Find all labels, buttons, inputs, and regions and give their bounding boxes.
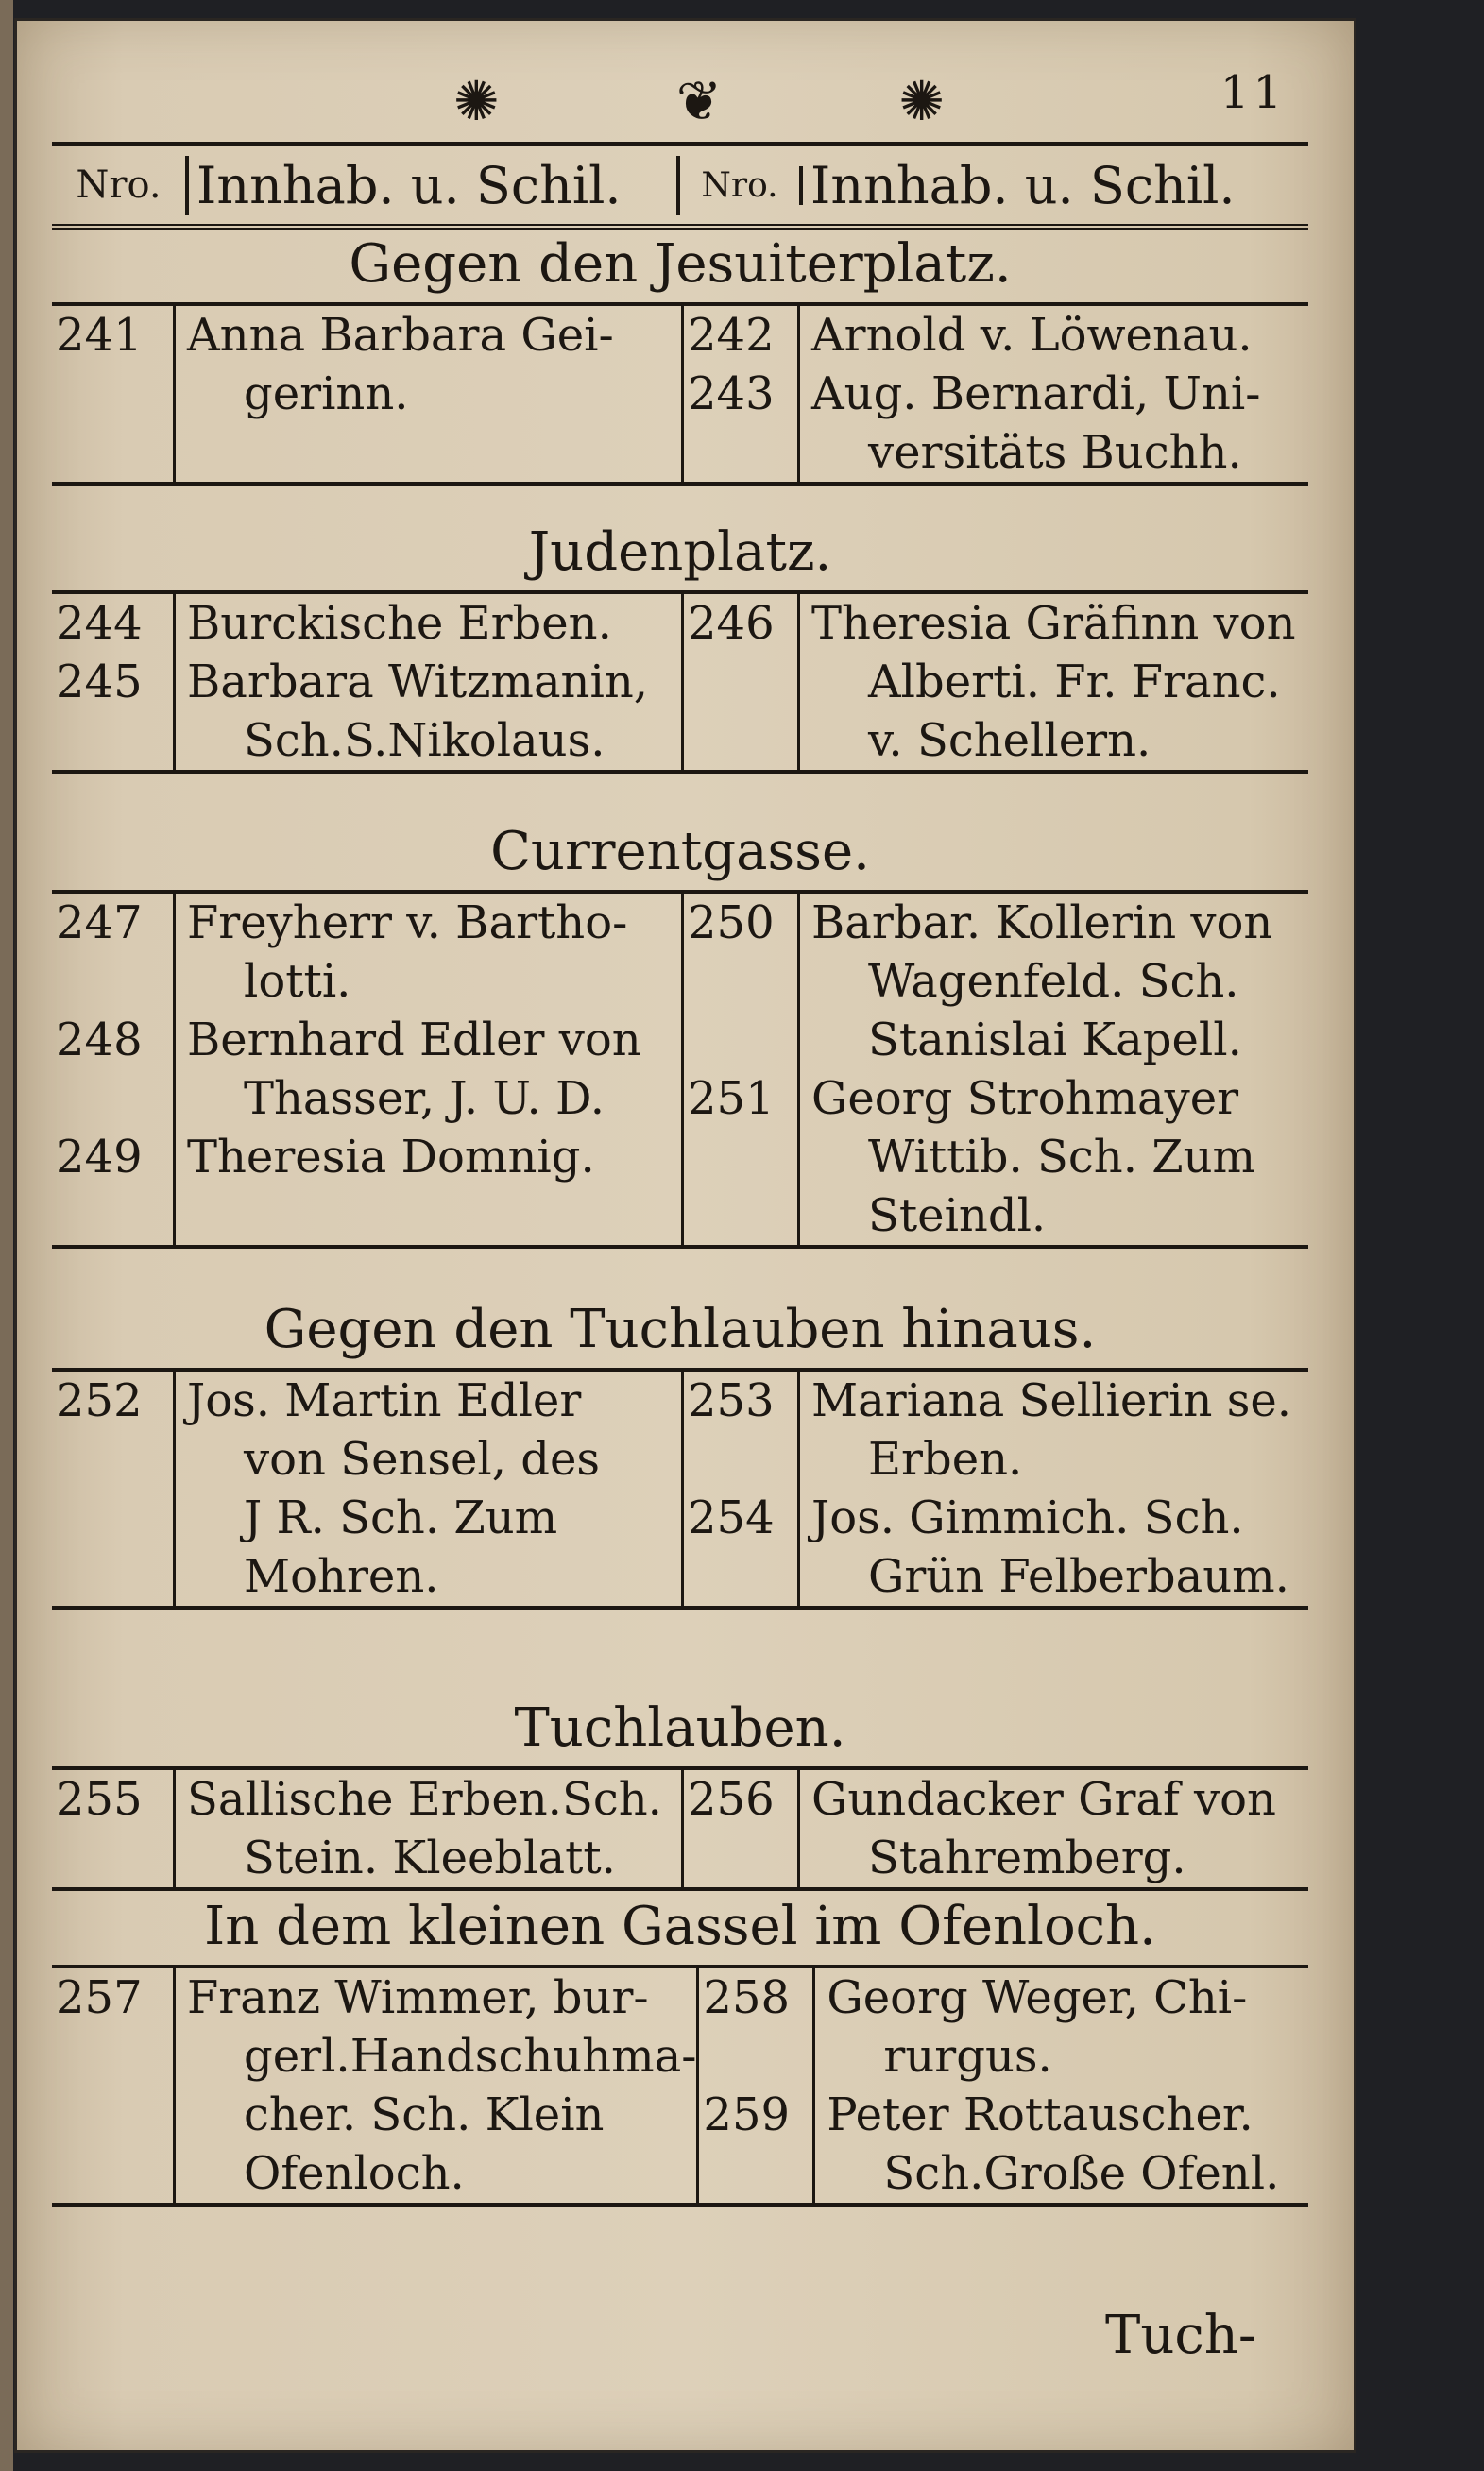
section-title: Gegen den Jesuiterplatz. [349,233,1012,295]
entry-line: Franz Wimmer, bur- [187,1971,649,2024]
section-title: Tuchlauben. [514,1697,846,1759]
header-nro: Nro. [76,163,162,207]
ornament-row [453,68,945,134]
entry-line: Alberti. Fr. Franc. [868,656,1281,708]
entry-number-spacer [688,1430,797,1489]
entry-line: Georg Strohmayer [811,1072,1239,1125]
entry-line: Peter Rottauscher. [827,2088,1254,2141]
section-title: Currentgasse. [490,821,870,882]
section-rule [52,1245,1308,1249]
entry-line: Jos. Martin Edler [187,1374,582,1427]
entry-number-spacer [688,1829,797,1887]
name-column [812,1968,1308,2203]
name-column [797,1770,1308,1887]
entry-number: 243 [688,367,775,420]
entry-line: Arnold v. Löwenau. [811,309,1253,362]
entry-line: gerl.Handschuhma- [244,2030,697,2083]
entry-line: Thasser, J. U. D. [244,1072,606,1125]
section [52,1691,1308,1891]
entry-line: J R. Sch. Zum [244,1491,558,1544]
entry-line: Ofenloch. [244,2147,465,2200]
entry-line: lotti. [244,955,351,1008]
header-nro-2: Nro. [680,166,803,205]
number-column [52,1968,173,2203]
entry-number-spacer [56,952,173,1011]
entry-line: Barbar. Kollerin von [811,896,1273,949]
section-rule [52,482,1308,486]
name-column [173,594,684,770]
entry-line: versitäts Buchh. [868,426,1242,479]
section [52,227,1308,486]
number-column [684,594,797,770]
number-column [684,894,797,1245]
section-rule [52,770,1308,774]
name-column [797,306,1308,482]
name-column [797,594,1308,770]
section-rule [52,2203,1308,2207]
entry-line: Georg Weger, Chi- [827,1971,1248,2024]
entry-line: Burckische Erben. [187,597,612,650]
entry-grid [52,1766,1308,1887]
entry-number-spacer [56,365,173,423]
entry-line: Sallische Erben.Sch. [187,1773,662,1826]
section-title: In dem kleinen Gassel im Ofenloch. [204,1896,1156,1957]
entry-line: Jos. Gimmich. Sch. [811,1491,1244,1544]
entry-grid [52,890,1308,1245]
entry-number-spacer [688,1186,797,1245]
flower-ornament-icon: ✺ [453,69,500,133]
number-column [52,1770,173,1887]
entry-line: Stanislai Kapell. [868,1014,1242,1066]
leaf-ornament-icon: ❦ [675,69,723,133]
entry-line: v. Schellern. [868,714,1151,767]
number-column [52,1372,173,1606]
entry-number-spacer [688,1547,797,1606]
name-column [173,306,684,482]
number-column [699,1968,812,2203]
entry-number-spacer [688,653,797,711]
entry-number-spacer [688,1011,797,1069]
entry-number-spacer [703,2027,812,2086]
entry-number-spacer [56,1430,173,1489]
entry-grid [52,1965,1308,2203]
entry-number: 253 [688,1374,775,1427]
entry-line: Wittib. Sch. Zum [868,1131,1255,1184]
number-column [684,1770,797,1887]
name-column [173,1770,684,1887]
entry-number-spacer [688,1128,797,1186]
entry-line: Freyherr v. Bartho- [187,896,628,949]
section [52,814,1308,1249]
entry-line: Theresia Gräfinn von [811,597,1296,650]
entry-line: Sch.Große Ofenl. [883,2147,1280,2200]
entry-number: 255 [56,1773,143,1826]
entry-number-spacer [703,2144,812,2203]
entry-line: Sch.S.Nikolaus. [244,714,606,767]
entry-number-spacer [56,2086,173,2144]
number-column [684,1372,797,1606]
entry-number-spacer [688,711,797,770]
name-column [797,1372,1308,1606]
entry-number-spacer [56,2144,173,2203]
entry-number-spacer [688,423,797,482]
entry-line: Barbara Witzmanin, [187,656,648,708]
header-name-2: Innhab. u. Schil. [810,155,1236,215]
name-column [173,1372,684,1606]
entry-line: Stahremberg. [868,1832,1186,1884]
name-column [173,894,684,1245]
entry-line: Mohren. [244,1550,439,1603]
number-column [52,894,173,1245]
entry-line: Aug. Bernardi, Uni- [811,367,1261,420]
entry-number: 257 [56,1971,143,2024]
entry-number-spacer [56,1489,173,1547]
entry-grid [52,590,1308,770]
number-column [52,594,173,770]
entry-number-spacer [56,1069,173,1128]
entry-number: 241 [56,309,143,362]
entry-number: 244 [56,597,143,650]
column-header [52,142,1308,230]
entry-number-spacer [56,711,173,770]
section [52,1292,1308,1610]
entry-number: 246 [688,597,775,650]
number-column [684,306,797,482]
entry-number: 248 [56,1014,143,1066]
name-column [173,1968,699,2203]
entry-line: Bernhard Edler von [187,1014,641,1066]
number-column [52,306,173,482]
entry-number: 250 [688,896,775,949]
section-title: Gegen den Tuchlauben hinaus. [264,1299,1097,1360]
section-rule [52,1606,1308,1610]
entry-number-spacer [56,2027,173,2086]
entry-line: Theresia Domnig. [187,1131,595,1184]
book-spine [0,0,13,2471]
section [52,515,1308,774]
entry-line: cher. Sch. Klein [244,2088,605,2141]
entry-line: Wagenfeld. Sch. [868,955,1239,1008]
entry-number: 254 [688,1491,775,1544]
page-number: 11 [1220,66,1286,119]
flower-ornament-icon: ✺ [898,69,945,133]
name-column [797,894,1308,1245]
entry-number: 247 [56,896,143,949]
section-title: Judenplatz. [528,521,832,583]
entry-grid [52,1368,1308,1606]
header-name: Innhab. u. Schil. [185,156,680,215]
entry-number: 258 [703,1971,791,2024]
entry-number: 256 [688,1773,775,1826]
entry-line: rurgus. [883,2030,1052,2083]
entry-line: gerinn. [244,367,409,420]
entry-number: 242 [688,309,775,362]
entry-line: Anna Barbara Gei- [187,309,614,362]
entry-number-spacer [56,1547,173,1606]
entry-number-spacer [688,952,797,1011]
entry-number: 252 [56,1374,143,1427]
entry-line: von Sensel, des [244,1433,601,1486]
entry-number: 249 [56,1131,143,1184]
entry-number: 251 [688,1072,775,1125]
entry-line: Stein. Kleeblatt. [244,1832,616,1884]
entry-line: Erben. [868,1433,1023,1486]
entry-number-spacer [56,1829,173,1887]
entry-grid [52,302,1308,482]
entry-line: Steindl. [868,1189,1047,1242]
entry-line: Mariana Sellierin se. [811,1374,1291,1427]
entry-number: 259 [703,2088,791,2141]
section [52,1889,1308,2207]
entry-line: Grün Felberbaum. [868,1550,1289,1603]
entry-number: 245 [56,656,143,708]
entry-line: Gundacker Graf von [811,1773,1276,1826]
catchword: Tuch- [1105,2305,1256,2366]
